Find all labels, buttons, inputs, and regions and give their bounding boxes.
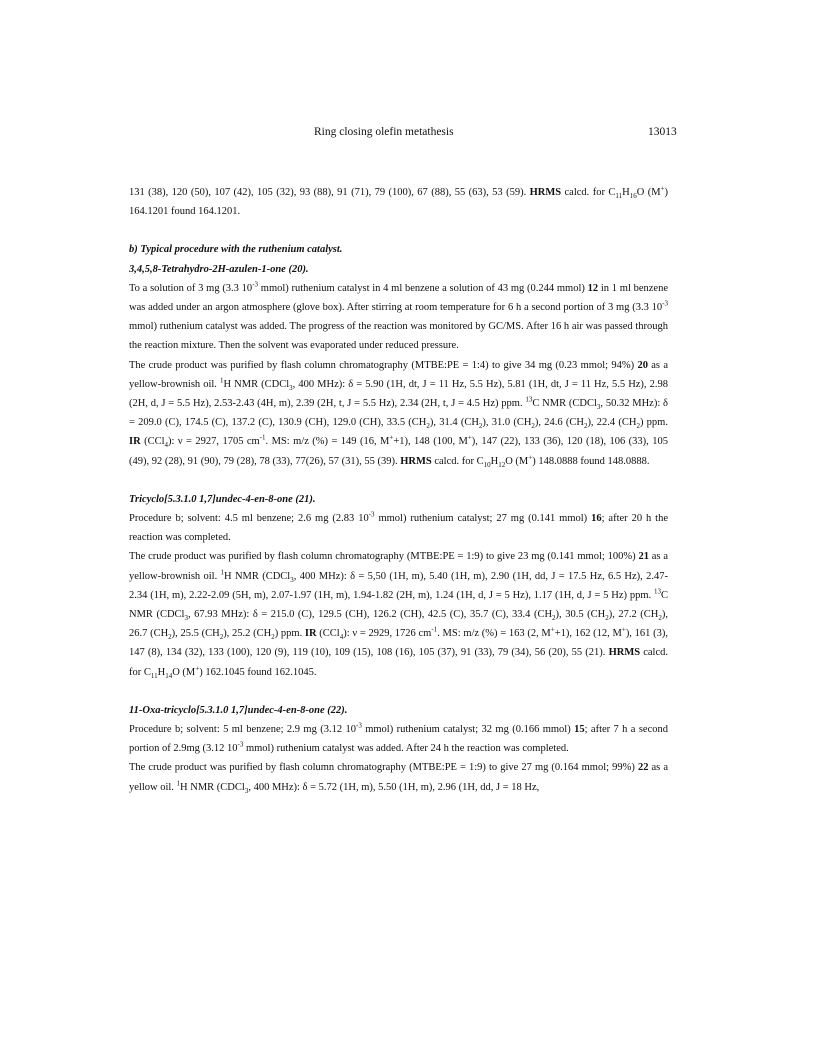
paragraph: 131 (38), 120 (50), 107 (42), 105 (32), 93 (88), 91 (71), 79 (100), 67 (88), 55 (63), 53 (59). HRMS calcd. for $C_{11}H_{16}O$ (M+) 164.1201 found 164.1201.	[129, 184, 668, 218]
body-text	[129, 183, 668, 797]
procedure-heading: b) Typical procedure with the ruthenium catalyst.	[129, 244, 343, 256]
paragraph: Procedure b; solvent: 4.5 ml benzene; 2.6 mg (2.83 $10^{-3}$ mmol) ruthenium catalyst; 27 mg (0.141 mmol) 16; after 20 h the reaction was completed.	[129, 510, 668, 544]
compound-heading: Tricyclo[5.3.1.0 1,7]undec-4-en-8-one (21).	[129, 493, 316, 505]
compound-heading: 3,4,5,8-Tetrahydro-2H-azulen-1-one (20).	[129, 263, 309, 275]
running-title: Ring closing olefin metathesis	[314, 126, 454, 138]
compound-heading: 11-Oxa-tricyclo[5.3.1.0 1,7]undec-4-en-8-one (22).	[129, 704, 348, 716]
paragraph: Procedure b; solvent: 5 ml benzene; 2.9 mg (3.12 $10^{-3}$ mmol) ruthenium catalyst; 32 mg (0.166 mmol) 15; after 7 h a second portion of 2.9mg (3.12 $10^{-3}$ mmol) ruthenium catalyst was added. After 24 h the reaction was completed.	[129, 721, 668, 755]
paragraph-gap	[129, 471, 668, 490]
paragraph: The crude product was purified by flash column chromatography (MTBE:PE = 1:4) to give 34 mg (0.23 mmol; 94%) 20 as a yellow-brownish oil. $^1$H NMR (CDCl$_3$, 400 MHz): δ = 5.90 (1H, dt, J = 11 Hz, 5.5 Hz), 5.81 (1H, dt, J = 11 Hz, 5.5 Hz), 2.98 (2H, d, J = 5.5 Hz), 2.53-2.43 (4H, m), 2.39 (2H, t, J = 5.5 Hz), 2.34 (2H, t, J = 4.5 Hz) ppm. $^{13}$C NMR (CDCl$_3$, 50.32 MHz): δ = 209.0 (C), 174.5 (C), 137.2 (C), 130.9 (CH), 129.0 (CH), 33.5 $(CH_2)$, 31.4 $(CH_2)$, 31.0 $(CH_2)$, 24.6 $(CH_2)$, 22.4 $(CH_2)$ ppm. IR (CCl$_4$): ν = 2927, 1705 $cm^{-1}$. MS: m/z (%) = 149 (16, M++1), 148 (100, M+), 147 (22), 133 (36), 120 (18), 106 (33), 105 (49), 92 (28), 91 (90), 79 (28), 78 (33), 77(26), 57 (31), 55 (39). HRMS calcd. for $C_{10}H_{12}O$ (M+) 148.0888 found 148.0888.	[129, 359, 668, 469]
paragraph: To a solution of 3 mg (3.3 $10^{-3}$ mmol) ruthenium catalyst in 4 ml benzene a solution of 43 mg (0.244 mmol) 12 in 1 ml benzene was added under an argon atmosphere (glove box). After stirring at room temperature for 6 h a second portion of 3 mg (3.3 $10^{-3}$ mmol) ruthenium catalyst was added. The progress of the reaction was monitored by GC/MS. After 16 h air was passed through the reaction mixture. Then the solvent was evaporated under reduced pressure.	[129, 280, 668, 352]
paragraph: The crude product was purified by flash column chromatography (MTBE:PE = 1:9) to give 23 mg (0.141 mmol; 100%) 21 as a yellow-brownish oil. $^1$H NMR (CDCl$_3$, 400 MHz): δ = 5,50 (1H, m), 5.40 (1H, m), 2.90 (1H, dd, J = 17.5 Hz, 6.5 Hz), 2.47-2.34 (1H, m), 2.22-2.09 (5H, m), 2.07-1.97 (1H, m), 1.94-1.82 (2H, m), 1.24 (1H, d, J = 5 Hz), 1.17 (1H, d, J = 5 Hz) ppm. $^{13}$C NMR (CDCl$_3$, 67.93 MHz): δ = 215.0 (C), 129.5 (CH), 126.2 (CH), 42.5 (C), 35.7 (C), 33.4 $(CH_2)$, 30.5 $(CH_2)$, 27.2 $(CH_2)$, 26.7 $(CH_2)$, 25.5 $(CH_2)$, 25.2 $(CH_2)$ ppm. IR (CCl$_4$): ν = 2929, 1726 $cm^{-1}$. MS: m/z (%) = 163 (2, M++1), 162 (12, M+), 161 (3), 147 (8), 134 (32), 133 (100), 120 (9), 119 (10), 109 (15), 108 (16), 105 (37), 91 (33), 79 (34), 56 (20), 55 (21). HRMS calcd. for $C_{11}H_{14}O$ (M+) 162.1045 found 162.1045.	[129, 551, 668, 680]
paragraph-gap	[129, 682, 668, 701]
paragraph-gap	[129, 221, 668, 240]
paragraph: The crude product was purified by flash column chromatography (MTBE:PE = 1:9) to give 27 mg (0.164 mmol; 99%) 22 as a yellow oil. $^1$H NMR (CDCl$_3$, 400 MHz): δ = 5.72 (1H, m), 5.50 (1H, m), 2.96 (1H, dd, J = 18 Hz,	[129, 762, 668, 795]
page-number: 13013	[648, 126, 677, 138]
